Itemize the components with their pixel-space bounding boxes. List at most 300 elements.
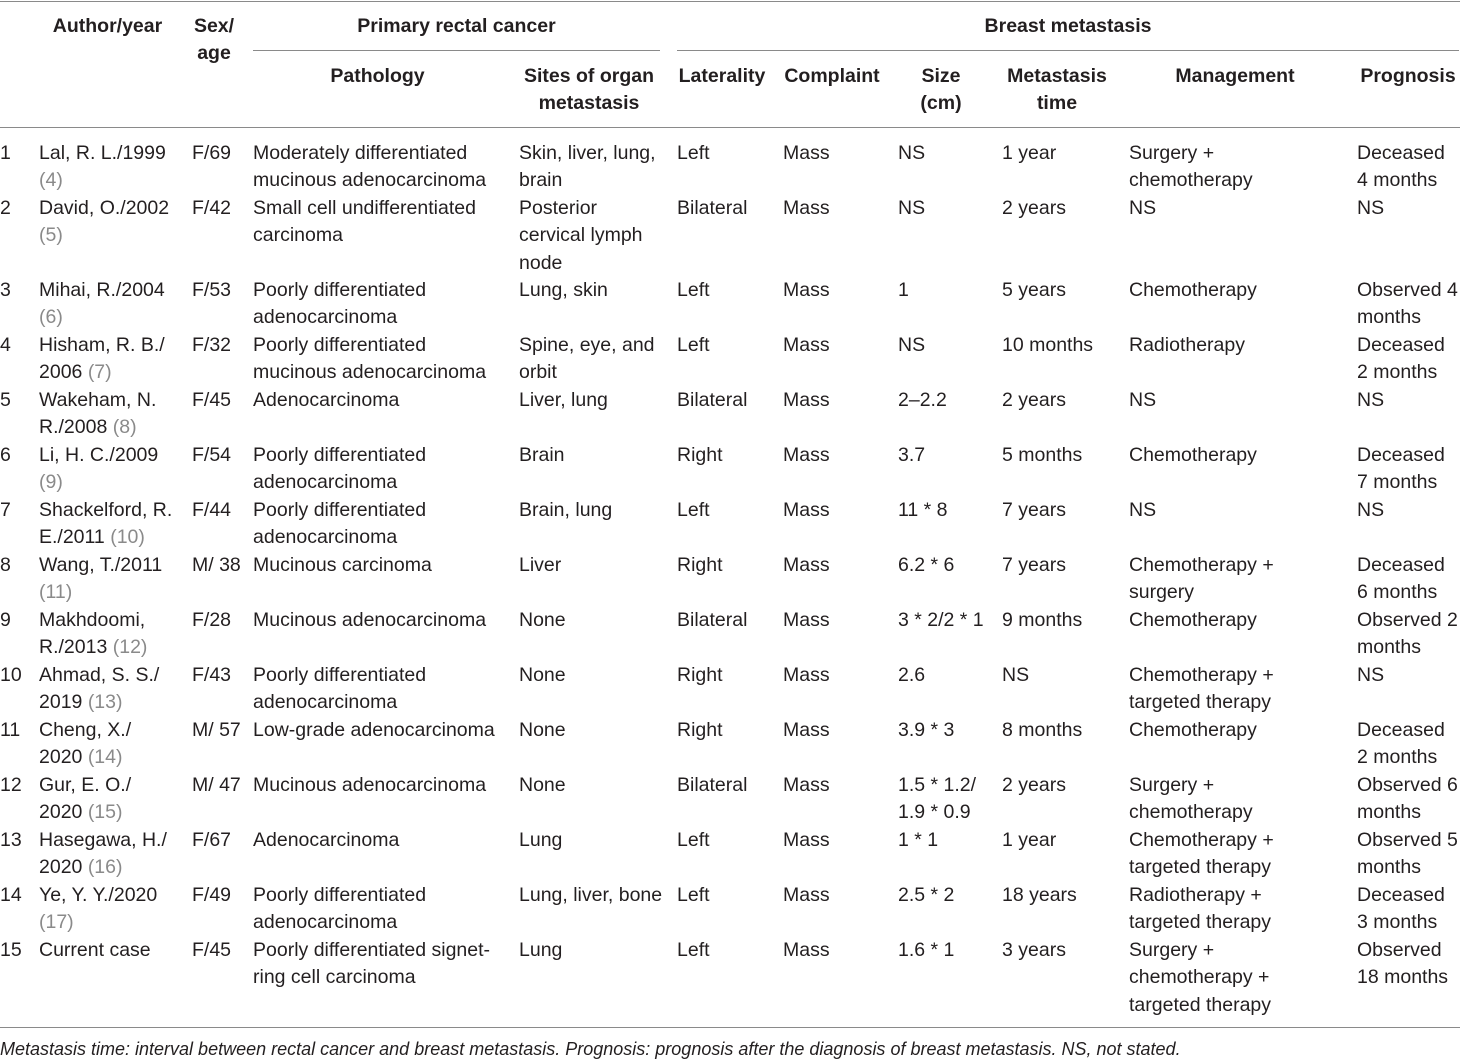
- size-text: 6.2 * 6: [898, 554, 955, 576]
- author-year-text: Ye, Y. Y./2020: [39, 884, 158, 906]
- pathology-text: Mucinous adenocarcinoma: [253, 609, 487, 631]
- cell-metastasis-time: [1002, 277, 1122, 304]
- row-number-text: 14: [0, 884, 22, 906]
- complaint-text: Mass: [783, 334, 830, 356]
- breast-group-rule: [677, 50, 1459, 51]
- cell-row-number: [0, 882, 32, 909]
- cell-management: [1129, 332, 1307, 359]
- cell-pathology: [253, 277, 503, 332]
- complaint-text: Mass: [783, 444, 830, 466]
- cell-row-number: [0, 387, 32, 414]
- management-text: Chemotherapy: [1129, 609, 1257, 631]
- cell-laterality: [677, 140, 775, 167]
- prognosis-text: Deceased 3 months: [1357, 884, 1445, 934]
- cell-laterality: [677, 387, 775, 414]
- cell-management: [1129, 662, 1307, 717]
- sites-of-metastasis-text: Skin, liver, lung, brain: [519, 142, 656, 192]
- size-text: 1.5 * 1.2/ 1.9 * 0.9: [898, 774, 977, 824]
- cell-row-number: [0, 937, 32, 964]
- metastasis-time-text: 18 years: [1002, 884, 1077, 906]
- complaint-text: Mass: [783, 142, 830, 164]
- reference-number: (8): [112, 416, 137, 439]
- laterality-text: Left: [677, 829, 710, 851]
- laterality-text: Left: [677, 142, 710, 164]
- prognosis-text: Deceased 4 months: [1357, 142, 1445, 192]
- author-year-text: Lal, R. L./1999: [39, 142, 166, 164]
- cell-sites-of-metastasis: [519, 827, 663, 854]
- cell-author-year: [39, 717, 179, 772]
- complaint-text: Mass: [783, 884, 830, 906]
- header-pathology: Pathology: [330, 65, 425, 87]
- cell-complaint: [783, 140, 883, 167]
- row-number-text: 15: [0, 939, 22, 961]
- row-number-text: 2: [0, 197, 11, 219]
- management-text: Chemotherapy + surgery: [1129, 554, 1274, 604]
- management-text: Chemotherapy + targeted therapy: [1129, 664, 1274, 714]
- metastasis-time-text: 7 years: [1002, 554, 1066, 576]
- laterality-text: Bilateral: [677, 389, 748, 411]
- size-text: 2–2.2: [898, 389, 947, 411]
- size-text: 1: [898, 279, 909, 301]
- row-number-text: 8: [0, 554, 11, 576]
- cell-sites-of-metastasis: [519, 140, 663, 195]
- cell-size: [898, 195, 988, 222]
- prognosis-text: NS: [1357, 664, 1385, 686]
- cell-sex-age: [192, 497, 242, 524]
- prognosis-text: Observed 2 months: [1357, 609, 1458, 659]
- size-text: 1 * 1: [898, 829, 939, 851]
- cell-metastasis-time: [1002, 552, 1122, 579]
- prognosis-text: NS: [1357, 197, 1385, 219]
- cell-laterality: [677, 195, 775, 222]
- management-text: Chemotherapy: [1129, 719, 1257, 741]
- cell-prognosis: [1357, 662, 1460, 689]
- reference-number: (17): [39, 911, 74, 934]
- sites-of-metastasis-text: Lung, skin: [519, 279, 608, 301]
- sites-of-metastasis-text: None: [519, 719, 566, 741]
- cell-management: [1129, 195, 1307, 222]
- cell-laterality: [677, 442, 775, 469]
- sites-of-metastasis-text: Liver, lung: [519, 389, 608, 411]
- cell-laterality: [677, 772, 775, 799]
- cell-laterality: [677, 717, 775, 744]
- cell-sex-age: [192, 552, 242, 579]
- cell-management: [1129, 607, 1307, 634]
- author-year-text: Cheng, X./ 2020: [39, 719, 132, 769]
- cell-management: [1129, 442, 1307, 469]
- size-text: 2.5 * 2: [898, 884, 955, 906]
- sites-of-metastasis-text: Lung: [519, 829, 563, 851]
- cell-author-year: [39, 607, 179, 662]
- cell-metastasis-time: [1002, 772, 1122, 799]
- metastasis-time-text: 5 years: [1002, 279, 1066, 301]
- cell-size: [898, 717, 988, 744]
- sex-age-text: F/45: [192, 389, 232, 411]
- cell-pathology: [253, 497, 503, 552]
- cell-size: [898, 497, 988, 524]
- cell-author-year: [39, 387, 179, 442]
- sex-age-text: F/53: [192, 279, 232, 301]
- cell-pathology: [253, 937, 503, 992]
- sex-age-text: F/43: [192, 664, 232, 686]
- cell-metastasis-time: [1002, 662, 1122, 689]
- cell-size: [898, 662, 988, 689]
- table-bottom-rule: [0, 1027, 1460, 1028]
- cell-metastasis-time: [1002, 442, 1122, 469]
- laterality-text: Right: [677, 554, 723, 576]
- cell-sex-age: [192, 772, 242, 799]
- cell-complaint: [783, 442, 883, 469]
- sites-of-metastasis-text: None: [519, 664, 566, 686]
- row-number-text: 5: [0, 389, 11, 411]
- cell-pathology: [253, 387, 503, 414]
- cell-complaint: [783, 497, 883, 524]
- sites-of-metastasis-text: Spine, eye, and orbit: [519, 334, 655, 384]
- cell-row-number: [0, 717, 32, 744]
- management-text: Chemotherapy: [1129, 444, 1257, 466]
- complaint-text: Mass: [783, 939, 830, 961]
- cell-metastasis-time: [1002, 387, 1122, 414]
- sites-of-metastasis-text: Lung, liver, bone: [519, 884, 663, 906]
- cell-laterality: [677, 332, 775, 359]
- cell-metastasis-time: [1002, 882, 1122, 909]
- cell-pathology: [253, 827, 503, 854]
- cell-row-number: [0, 195, 32, 222]
- sex-age-text: F/32: [192, 334, 232, 356]
- management-text: NS: [1129, 389, 1157, 411]
- cell-row-number: [0, 140, 32, 167]
- cell-author-year: [39, 827, 179, 882]
- cell-sites-of-metastasis: [519, 937, 663, 964]
- cell-prognosis: [1357, 442, 1460, 497]
- cell-row-number: [0, 552, 32, 579]
- cell-complaint: [783, 937, 883, 964]
- pathology-text: Poorly differentiated adenocarcinoma: [253, 664, 427, 714]
- sites-of-metastasis-text: Brain: [519, 444, 565, 466]
- cell-complaint: [783, 387, 883, 414]
- pathology-text: Poorly differentiated adenocarcinoma: [253, 444, 427, 494]
- sex-age-text: F/28: [192, 609, 232, 631]
- cell-size: [898, 387, 988, 414]
- metastasis-time-text: 1 year: [1002, 142, 1057, 164]
- author-year-text: Makhdoomi, R./2013: [39, 609, 146, 659]
- cell-laterality: [677, 277, 775, 304]
- sex-age-text: F/54: [192, 444, 232, 466]
- table-footnote: Metastasis time: interval between rectal cancer and breast metastasis. Prognosis: prognosis after the diagnosis of breast metastasis. NS, not stated.: [0, 1039, 1181, 1059]
- cell-laterality: [677, 662, 775, 689]
- cell-sites-of-metastasis: [519, 332, 663, 387]
- table-top-rule: [0, 1, 1460, 2]
- author-year-text: Gur, E. O./ 2020: [39, 774, 132, 824]
- cell-metastasis-time: [1002, 497, 1122, 524]
- cell-complaint: [783, 195, 883, 222]
- laterality-text: Left: [677, 884, 710, 906]
- header-prognosis: Prognosis: [1360, 65, 1456, 87]
- cell-size: [898, 827, 988, 854]
- size-text: 1.6 * 1: [898, 939, 955, 961]
- cell-size: [898, 552, 988, 579]
- cell-sex-age: [192, 140, 242, 167]
- cell-size: [898, 772, 988, 827]
- reference-number: (15): [87, 801, 123, 824]
- cell-sites-of-metastasis: [519, 552, 663, 579]
- cell-prognosis: [1357, 277, 1460, 332]
- cell-row-number: [0, 772, 32, 799]
- sex-age-text: F/67: [192, 829, 232, 851]
- prognosis-text: Observed 6 months: [1357, 774, 1458, 824]
- complaint-text: Mass: [783, 554, 830, 576]
- sites-of-metastasis-text: Lung: [519, 939, 563, 961]
- sites-of-metastasis-text: Liver: [519, 554, 562, 576]
- cell-management: [1129, 827, 1307, 882]
- cell-laterality: [677, 497, 775, 524]
- cell-prognosis: [1357, 772, 1460, 827]
- author-year-text: Shackelford, R. E./2011: [39, 499, 173, 549]
- row-number-text: 9: [0, 609, 11, 631]
- author-year-text: Wakeham, N. R./2008: [39, 389, 157, 439]
- prognosis-text: Deceased 2 months: [1357, 334, 1445, 384]
- cell-complaint: [783, 607, 883, 634]
- cell-complaint: [783, 332, 883, 359]
- author-year-text: David, O./2002: [39, 197, 170, 219]
- cell-author-year: [39, 937, 179, 964]
- management-text: Radiotherapy + targeted therapy: [1129, 884, 1272, 934]
- prognosis-text: Observed 4 months: [1357, 279, 1458, 329]
- management-text: NS: [1129, 197, 1157, 219]
- cell-sex-age: [192, 662, 242, 689]
- cell-sites-of-metastasis: [519, 497, 663, 524]
- laterality-text: Left: [677, 939, 710, 961]
- cell-pathology: [253, 140, 503, 195]
- cell-management: [1129, 277, 1307, 304]
- prognosis-text: Observed 18 months: [1357, 939, 1449, 989]
- author-year-text: Mihai, R./2004: [39, 279, 165, 301]
- header-metastasis-time: Metastasis time: [1007, 65, 1107, 114]
- header-sex-age: Sex/ age: [193, 15, 235, 64]
- cell-sites-of-metastasis: [519, 607, 663, 634]
- size-text: 2.6: [898, 664, 926, 686]
- complaint-text: Mass: [783, 829, 830, 851]
- cell-laterality: [677, 607, 775, 634]
- cell-prognosis: [1357, 937, 1460, 992]
- sex-age-text: F/69: [192, 142, 232, 164]
- cell-row-number: [0, 662, 32, 689]
- cell-management: [1129, 882, 1307, 937]
- reference-number: (11): [39, 581, 73, 604]
- sites-of-metastasis-text: None: [519, 609, 566, 631]
- cell-prognosis: [1357, 140, 1460, 195]
- sex-age-text: F/44: [192, 499, 232, 521]
- management-text: NS: [1129, 499, 1157, 521]
- cell-management: [1129, 772, 1307, 827]
- complaint-text: Mass: [783, 664, 830, 686]
- pathology-text: Poorly differentiated adenocarcinoma: [253, 499, 427, 549]
- pathology-text: Poorly differentiated adenocarcinoma: [253, 884, 427, 934]
- header-primary-rectal-cancer: Primary rectal cancer: [357, 15, 556, 37]
- header-complaint: Complaint: [784, 65, 880, 87]
- cell-pathology: [253, 332, 503, 387]
- cell-laterality: [677, 827, 775, 854]
- cell-sex-age: [192, 937, 242, 964]
- laterality-text: Right: [677, 719, 723, 741]
- cell-prognosis: [1357, 552, 1460, 607]
- metastasis-time-text: 3 years: [1002, 939, 1066, 961]
- laterality-text: Bilateral: [677, 197, 748, 219]
- author-year-text: Wang, T./2011: [39, 554, 163, 576]
- management-text: Chemotherapy: [1129, 279, 1257, 301]
- cell-size: [898, 140, 988, 167]
- management-text: Radiotherapy: [1129, 334, 1245, 356]
- cell-laterality: [677, 937, 775, 964]
- cell-row-number: [0, 277, 32, 304]
- cell-sex-age: [192, 442, 242, 469]
- cell-sites-of-metastasis: [519, 277, 663, 304]
- cell-row-number: [0, 827, 32, 854]
- row-number-text: 11: [0, 719, 21, 741]
- cell-sites-of-metastasis: [519, 882, 663, 909]
- laterality-text: Bilateral: [677, 774, 748, 796]
- cell-size: [898, 332, 988, 359]
- row-number-text: 7: [0, 499, 11, 521]
- complaint-text: Mass: [783, 197, 830, 219]
- pathology-text: Low-grade adenocarcinoma: [253, 719, 495, 741]
- cell-metastasis-time: [1002, 140, 1122, 167]
- pathology-text: Moderately differentiated mucinous adenocarcinoma: [253, 142, 487, 192]
- laterality-text: Left: [677, 499, 710, 521]
- cell-metastasis-time: [1002, 332, 1122, 359]
- cell-sites-of-metastasis: [519, 717, 663, 744]
- cell-size: [898, 442, 988, 469]
- cell-sites-of-metastasis: [519, 387, 663, 414]
- cell-prognosis: [1357, 387, 1460, 414]
- reference-number: (14): [87, 746, 123, 769]
- cell-author-year: [39, 772, 179, 827]
- cell-size: [898, 607, 988, 634]
- prognosis-text: Observed 5 months: [1357, 829, 1458, 879]
- cell-complaint: [783, 882, 883, 909]
- sex-age-text: F/42: [192, 197, 232, 219]
- reference-number: (12): [112, 636, 148, 659]
- cell-author-year: [39, 552, 179, 607]
- cell-sex-age: [192, 827, 242, 854]
- cell-row-number: [0, 497, 32, 524]
- cell-pathology: [253, 772, 503, 799]
- metastasis-time-text: 2 years: [1002, 389, 1066, 411]
- cell-size: [898, 277, 988, 304]
- size-text: NS: [898, 142, 926, 164]
- header-breast-metastasis: Breast metastasis: [984, 15, 1152, 37]
- metastasis-time-text: 9 months: [1002, 609, 1083, 631]
- prognosis-text: Deceased 6 months: [1357, 554, 1445, 604]
- complaint-text: Mass: [783, 719, 830, 741]
- row-number-text: 13: [0, 829, 22, 851]
- cell-prognosis: [1357, 607, 1460, 662]
- pathology-text: Small cell undifferentiated carcinoma: [253, 197, 476, 247]
- cell-prognosis: [1357, 497, 1460, 524]
- cell-pathology: [253, 552, 503, 579]
- cell-size: [898, 882, 988, 909]
- pathology-text: Mucinous carcinoma: [253, 554, 432, 576]
- cell-pathology: [253, 882, 503, 937]
- complaint-text: Mass: [783, 774, 830, 796]
- cell-sex-age: [192, 717, 242, 744]
- metastasis-time-text: NS: [1002, 664, 1030, 686]
- management-text: Chemotherapy + targeted therapy: [1129, 829, 1274, 879]
- cell-laterality: [677, 552, 775, 579]
- cell-sex-age: [192, 387, 242, 414]
- sex-age-text: M/ 57: [192, 719, 241, 741]
- prognosis-text: Deceased 2 months: [1357, 719, 1445, 769]
- size-text: 3.9 * 3: [898, 719, 955, 741]
- cell-prognosis: [1357, 717, 1460, 772]
- header-author: Author/year: [52, 15, 163, 37]
- cell-metastasis-time: [1002, 937, 1122, 964]
- prognosis-text: NS: [1357, 499, 1385, 521]
- sex-age-text: F/49: [192, 884, 232, 906]
- cell-prognosis: [1357, 332, 1460, 387]
- laterality-text: Left: [677, 279, 710, 301]
- prognosis-text: NS: [1357, 389, 1385, 411]
- author-year-text: Hasegawa, H./ 2020: [39, 829, 167, 879]
- cell-management: [1129, 552, 1307, 607]
- size-text: 3 * 2/2 * 1: [898, 609, 984, 631]
- cell-sex-age: [192, 277, 242, 304]
- size-text: NS: [898, 197, 926, 219]
- size-text: 11 * 8: [898, 499, 948, 521]
- pathology-text: Poorly differentiated mucinous adenocarcinoma: [253, 334, 487, 384]
- reference-number: (4): [39, 169, 63, 192]
- cell-prognosis: [1357, 827, 1460, 882]
- sites-of-metastasis-text: None: [519, 774, 566, 796]
- cell-sites-of-metastasis: [519, 442, 663, 469]
- cell-complaint: [783, 662, 883, 689]
- metastasis-time-text: 2 years: [1002, 197, 1066, 219]
- cell-management: [1129, 387, 1307, 414]
- cell-pathology: [253, 442, 503, 497]
- management-text: Surgery + chemotherapy: [1129, 142, 1253, 192]
- reference-number: (10): [110, 526, 145, 549]
- cell-author-year: [39, 277, 179, 332]
- cell-sex-age: [192, 332, 242, 359]
- metastasis-time-text: 5 months: [1002, 444, 1083, 466]
- sites-of-metastasis-text: Posterior cervical lymph node: [519, 197, 643, 274]
- metastasis-time-text: 2 years: [1002, 774, 1066, 796]
- row-number-text: 1: [0, 142, 11, 164]
- laterality-text: Right: [677, 664, 723, 686]
- cell-laterality: [677, 882, 775, 909]
- reference-number: (6): [39, 306, 63, 329]
- cell-metastasis-time: [1002, 607, 1122, 634]
- management-text: Surgery + chemotherapy: [1129, 774, 1253, 824]
- cell-row-number: [0, 607, 32, 634]
- cell-author-year: [39, 442, 179, 497]
- header-size: Size (cm): [920, 65, 962, 114]
- cell-sex-age: [192, 882, 242, 909]
- cell-pathology: [253, 607, 503, 634]
- cell-management: [1129, 717, 1307, 744]
- cell-complaint: [783, 277, 883, 304]
- pathology-text: Adenocarcinoma: [253, 389, 400, 411]
- cell-complaint: [783, 827, 883, 854]
- cell-author-year: [39, 662, 179, 717]
- row-number-text: 4: [0, 334, 11, 356]
- cell-sites-of-metastasis: [519, 195, 663, 277]
- cell-sites-of-metastasis: [519, 662, 663, 689]
- cell-metastasis-time: [1002, 717, 1122, 744]
- cell-complaint: [783, 552, 883, 579]
- header-laterality: Laterality: [678, 65, 766, 87]
- pathology-text: Poorly differentiated signet-ring cell carcinoma: [253, 939, 491, 989]
